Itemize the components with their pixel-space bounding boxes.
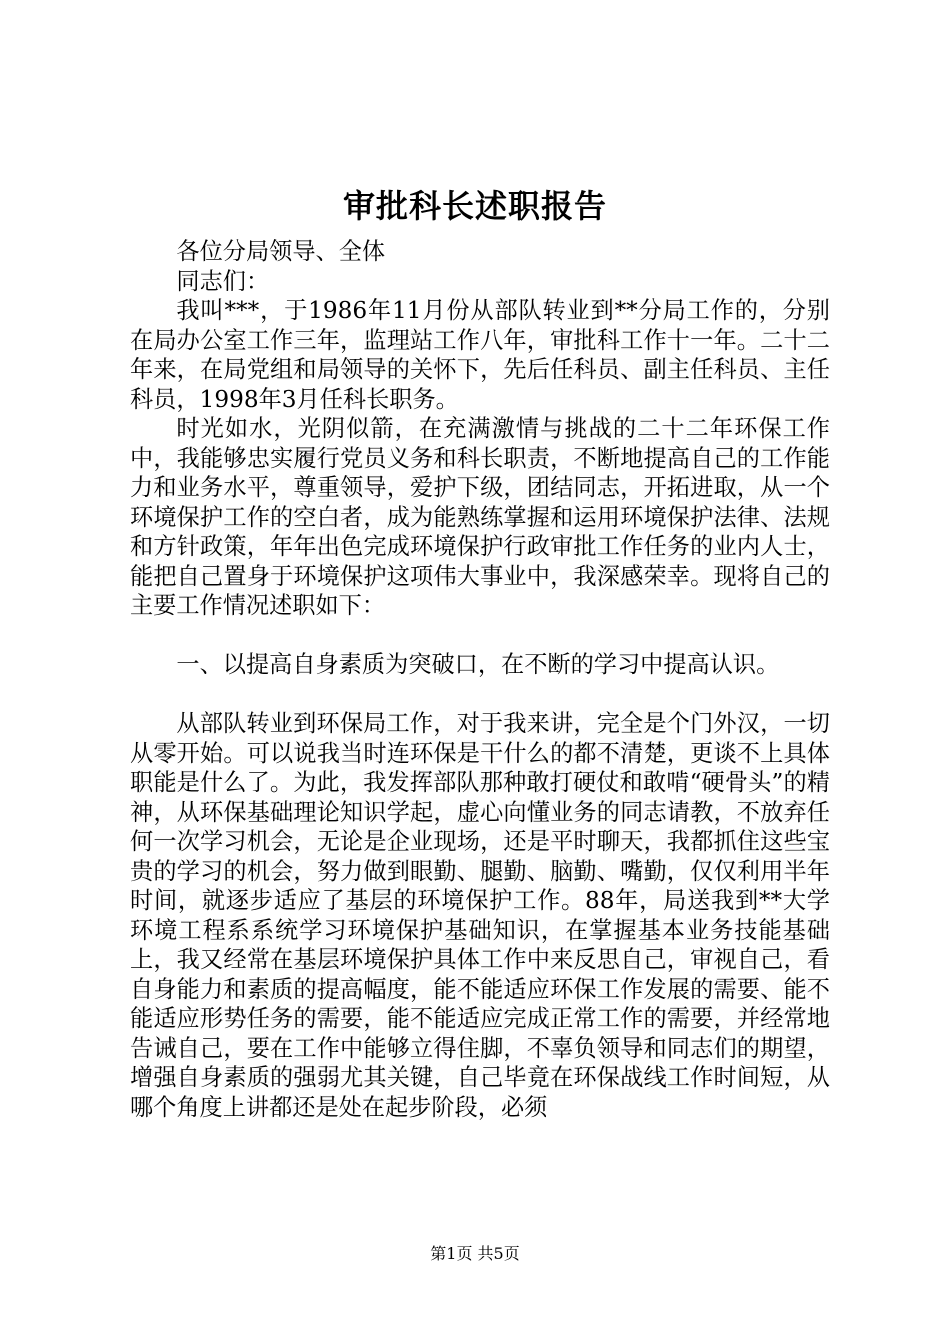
- salutation-line-2: 同志们：: [176, 267, 270, 295]
- salutation-line-1: 各位分局领导、全体: [176, 238, 386, 265]
- document-title: 审批科长述职报告: [342, 187, 607, 225]
- paragraph-intro: 我叫***，于1986年11月份从部队转业到**分局工作的，分别在局办公室工作三年，监理站工作八年，审批科工作十一年。二十二年来，在局党组和局领导的关怀下，先后任科员、副主任科员、主任科员，1998年3月任科长职务。: [130, 297, 830, 413]
- paragraph-section-1: 从部队转业到环保局工作，对于我来讲，完全是个门外汉，一切从零开始。可以说我当时连环保是干什么的都不清楚，更谈不上具体职能是什么了。为此，我发挥部队那种敢打硬仗和敢啃“硬骨头”的精神，从环保基础理论知识学起，虚心向懂业务的同志请教，不放弃任何一次学习机会，无论是企业现场，还是平时聊天，我都抓住这些宝贵的学习的机会，努力做到眼勤、腿勤、脑勤、嘴勤，仅仅利用半年时间，就逐步适应了基层的环境保护工作。88年，局送我到**大学环境工程系系统学习环境保护基础知识，在掌握基本业务技能基础上，我又经常在基层环境保护具体工作中来反思自己，审视自己，看自身能力和素质的提高幅度，能不能适应环保工作发展的需要、能不能适应形势任务的需要，能不能适应完成正常工作的需要，并经常地告诫自己，要在工作中能够立得住脚，不辜负领导和同志们的期望，增强自身素质的强弱尤其关键，自己毕竟在环保战线工作时间短，从哪个角度上讲都还是处在起步阶段，必须: [130, 710, 830, 1121]
- section-heading-1: 一、以提高自身素质为突破口，在不断的学习中提高认识。: [176, 651, 780, 678]
- blank-line: [130, 621, 830, 651]
- page-number-footer: 第1页 共5页: [430, 1244, 520, 1263]
- blank-line: [130, 680, 830, 710]
- document-body: [130, 237, 830, 1122]
- paragraph-overview: 时光如水，光阴似箭，在充满激情与挑战的二十二年环保工作中，我能够忠实履行党员义务和科长职责，不断地提高自己的工作能力和业务水平，尊重领导，爱护下级，团结同志，开拓进取，从一个环境保护工作的空白者，成为能熟练掌握和运用环境保护法律、法规和方针政策，年年出色完成环境保护行政审批工作任务的业内人士，能把自己置身于环境保护这项伟大事业中，我深感荣幸。现将自己的主要工作情况述职如下：: [130, 415, 830, 619]
